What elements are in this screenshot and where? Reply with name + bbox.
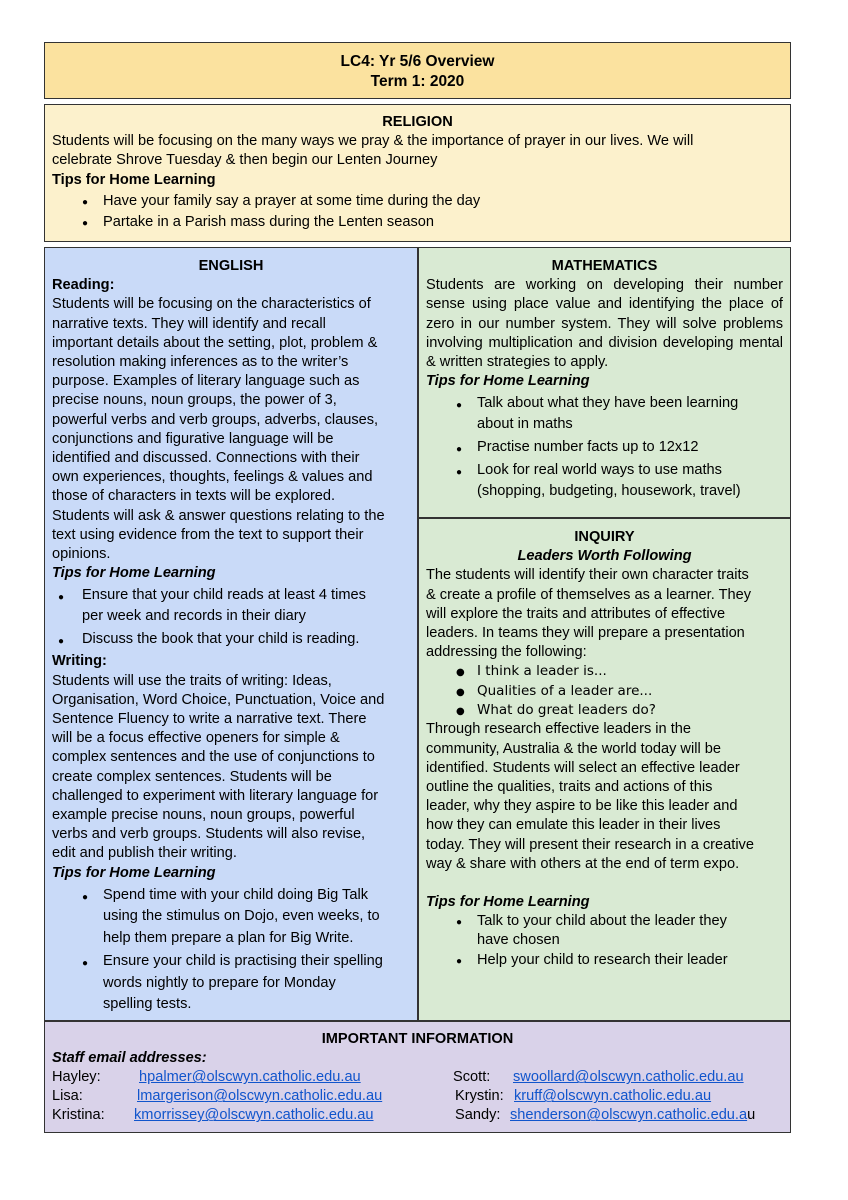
staff-email-link[interactable]: hpalmer@olscwyn.catholic.edu.au — [139, 1069, 361, 1086]
text-line: addressing the following: — [426, 644, 587, 661]
title-banner — [44, 42, 791, 99]
text-line: leader, why they aspire to be like this leader and — [426, 798, 738, 815]
tip-line: ● Discuss the book that your child is reading. — [82, 631, 360, 648]
text-line: precise nouns, noun groups, the power of 3, — [52, 392, 337, 409]
text-line: way & share with others at the end of term expo. — [426, 855, 740, 872]
tip-line: ● Look for real world ways to use maths — [477, 462, 722, 479]
text-line: Students will ask & answer questions relating to the — [52, 507, 385, 524]
staff-name: Sandy: — [455, 1107, 501, 1124]
inquiry-intro — [426, 566, 783, 662]
inquiry-body — [426, 720, 783, 874]
info-heading: IMPORTANT INFORMATION — [321, 1031, 514, 1047]
tip-line: about in maths — [477, 416, 573, 433]
staff-row — [52, 1087, 783, 1106]
maths-tips-heading: Tips for Home Learning — [426, 373, 590, 390]
reading-tips-heading: Tips for Home Learning — [52, 565, 216, 582]
inquiry-subheading: Leaders Worth Following — [517, 548, 692, 565]
tip-line: help them prepare a plan for Big Write. — [103, 929, 354, 946]
text-line: opinions. — [52, 546, 111, 563]
text-line: how they can emulate this leader in their lives — [426, 817, 721, 834]
text-line: narrative texts. They will identify and recall — [52, 315, 326, 332]
inquiry-tips-list — [426, 912, 783, 970]
staff-name: Kristina: — [52, 1107, 105, 1124]
tip-line: per week and records in their diary — [82, 608, 306, 625]
inquiry-heading: INQUIRY — [574, 529, 635, 545]
staff-name: Scott: — [453, 1069, 491, 1086]
text-line: important details about the setting, plot, problem & — [52, 334, 378, 351]
text-line: community, Australia & the world today will be — [426, 740, 721, 757]
religion-tip: ● Partake in a Parish mass during the Lenten season — [52, 213, 783, 232]
tip-line: using the stimulus on Dojo, even weeks, to — [103, 908, 380, 925]
staff-name: Krystin: — [455, 1088, 504, 1105]
text-line: create complex sentences. Students will be — [52, 768, 332, 785]
staff-email-heading: Staff email addresses: — [52, 1050, 207, 1067]
inquiry-section — [418, 518, 791, 1021]
maths-tip — [426, 393, 783, 435]
writing-paragraph — [52, 672, 410, 864]
tip-line: ● Help your child to research their leader — [477, 951, 728, 968]
text-line: challenged to experiment with literary language for — [52, 787, 379, 804]
english-heading: ENGLISH — [198, 258, 264, 274]
writing-tip — [52, 951, 410, 1016]
text-line: identified and discussed. Connections with their — [52, 450, 360, 467]
staff-email-tail: u — [747, 1107, 756, 1124]
tip-line: spelling tests. — [103, 996, 192, 1013]
tip-line: words nightly to prepare for Monday — [103, 974, 336, 991]
text-line: complex sentences and the use of conjunctions to — [52, 749, 375, 766]
tip-line: ● Ensure your child is practising their spelling — [103, 953, 383, 970]
religion-tip: ● Have your family say a prayer at some time during the day — [52, 192, 783, 211]
text-line: verbs and verb groups. Students will also revise, — [52, 826, 366, 843]
reading-heading: Reading: — [52, 277, 115, 294]
text-line: leaders. In teams they will prepare a presentation — [426, 625, 745, 642]
religion-section — [44, 104, 791, 242]
reading-tip — [52, 585, 410, 627]
text-line: will be a focus effective openers for simple & — [52, 730, 340, 747]
writing-tip — [52, 885, 410, 950]
text-line: powerful verbs and verb groups, adverbs, clauses, — [52, 411, 379, 428]
reading-paragraph — [52, 295, 410, 564]
text-line: example precise nouns, noun groups, powerful — [52, 807, 355, 824]
staff-row — [52, 1106, 783, 1125]
staff-email-wrap — [510, 1106, 755, 1125]
staff-email-link[interactable]: kmorrissey@olscwyn.catholic.edu.au — [134, 1107, 374, 1124]
writing-tips-list — [52, 885, 410, 1016]
inquiry-tips-heading: Tips for Home Learning — [426, 893, 590, 910]
inquiry-tip — [426, 912, 783, 951]
tip-line: ● Practise number facts up to 12x12 — [477, 439, 699, 456]
tip-line: have chosen — [477, 932, 560, 949]
text-line: will explore the traits and attributes of effective — [426, 605, 726, 622]
tip-line: ● Talk about what they have been learning — [477, 395, 739, 412]
text-line: & create a profile of themselves as a learner. They — [426, 586, 752, 603]
tip-line: ● Ensure that your child reads at least 4 times — [82, 587, 366, 604]
staff-name: Hayley: — [52, 1069, 101, 1086]
text-line: purpose. Examples of literary language such as — [52, 373, 360, 390]
text-line: own experiences, thoughts, feelings & values and — [52, 469, 373, 486]
staff-name: Lisa: — [52, 1088, 83, 1105]
staff-email-link[interactable]: lmargerison@olscwyn.catholic.edu.au — [137, 1088, 383, 1105]
religion-tips-heading: Tips for Home Learning — [52, 171, 216, 188]
tip-line: (shopping, budgeting, housework, travel) — [477, 483, 741, 500]
text-line: identified. Students will select an effective leader — [426, 759, 740, 776]
mathematics-section — [418, 247, 791, 518]
reading-tip — [52, 629, 410, 650]
text-line: Organisation, Word Choice, Punctuation, Voice and — [52, 691, 385, 708]
term-subtitle: Term 1: 2020 — [370, 73, 465, 90]
reading-tips-list — [52, 585, 410, 650]
text-line: today. They will present their research in a creative — [426, 836, 754, 853]
english-section — [44, 247, 418, 1021]
writing-heading: Writing: — [52, 653, 107, 670]
inquiry-tip — [426, 951, 783, 970]
staff-email-link[interactable]: swoollard@olscwyn.catholic.edu.au — [513, 1069, 744, 1086]
religion-intro-line: Students will be focusing on the many ways we pray & the importance of prayer in our lives. We will — [52, 133, 694, 150]
maths-intro: Students are working on developing their number sense using place value and identifying the place of zero in our number system. They will solve problems involving multiplication and division developing mental & written strategies to apply. — [426, 277, 783, 371]
text-line: edit and publish their writing. — [52, 845, 237, 862]
text-line: outline the qualities, traits and actions of this — [426, 778, 713, 795]
staff-row — [52, 1068, 783, 1087]
text-line: The students will identify their own character traits — [426, 567, 749, 584]
staff-email-link[interactable]: shenderson@olscwyn.catholic.edu.a — [510, 1107, 748, 1124]
important-information-section — [44, 1021, 791, 1133]
text-line: Through research effective leaders in the — [426, 721, 692, 738]
text-line: conjunctions and figurative language will be — [52, 430, 334, 447]
inquiry-questions-list — [426, 662, 783, 720]
religion-heading: RELIGION — [382, 114, 453, 130]
text-line: Students will use the traits of writing: Ideas, — [52, 672, 332, 689]
text-line: resolution making inferences as to the writer’s — [52, 354, 349, 371]
maths-tip — [426, 437, 783, 458]
tip-line: ● Spend time with your child doing Big Talk — [103, 886, 368, 903]
inquiry-question: ● I think a leader is... — [426, 662, 783, 681]
text-line: Students will be focusing on the characteristics of — [52, 296, 371, 313]
text-line: text using evidence from the text to support their — [52, 526, 364, 543]
maths-tip — [426, 460, 783, 502]
maths-tips-list — [426, 393, 783, 502]
religion-tips-list — [52, 192, 783, 232]
writing-tips-heading: Tips for Home Learning — [52, 864, 216, 881]
inquiry-question: ● What do great leaders do? — [426, 701, 783, 720]
religion-intro-line: celebrate Shrove Tuesday & then begin our Lenten Journey — [52, 152, 438, 169]
text-line: those of characters in texts will be explored. — [52, 488, 336, 505]
staff-email-link[interactable]: kruff@olscwyn.catholic.edu.au — [514, 1088, 712, 1105]
text-line: Sentence Fluency to write a narrative text. There — [52, 711, 367, 728]
page-title: LC4: Yr 5/6 Overview — [340, 53, 495, 70]
tip-line: ● Talk to your child about the leader they — [477, 913, 727, 930]
inquiry-question: ● Qualities of a leader are... — [426, 682, 783, 701]
maths-heading: MATHEMATICS — [551, 258, 658, 274]
